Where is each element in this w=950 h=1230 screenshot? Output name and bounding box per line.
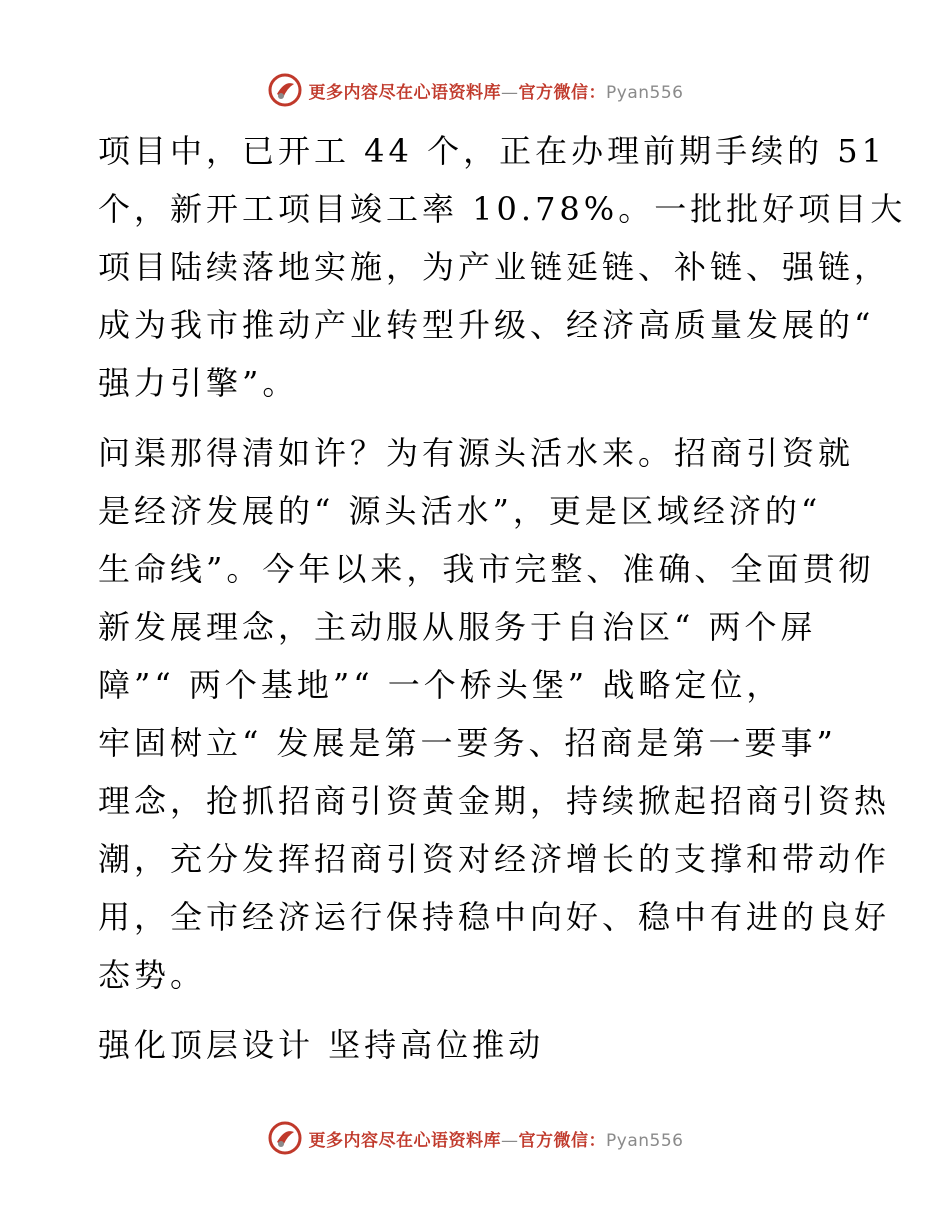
heading-line: 强化顶层设计 坚持高位推动 — [98, 1026, 545, 1064]
document-body — [98, 122, 907, 1074]
section-heading — [98, 1016, 858, 1074]
text-line: 理念，抢抓招商引资黄金期，持续掀起招商引资热 — [98, 782, 891, 820]
text-line: 障”“ 两个基地”“ 一个桥头堡” 战略定位， — [98, 666, 783, 704]
text-line: 生命线”。今年以来，我市完整、准确、全面贯彻 — [98, 550, 875, 588]
text-line: 强力引擎”。 — [98, 364, 299, 402]
text-line: 个，新开工项目竣工率 10.78%。一批批好项目大 — [98, 190, 907, 228]
watermark-text: 更多内容尽在心语资料库—官方微信：Pyan556 — [308, 1130, 684, 1151]
text-line: 态势。 — [98, 956, 207, 994]
paragraph-1 — [98, 122, 907, 412]
text-line: 问渠那得清如许？为有源头活水来。招商引资就 — [98, 434, 855, 472]
text-line: 项目中，已开工 44 个，正在办理前期手续的 51 — [98, 132, 886, 170]
text-line: 潮，充分发挥招商引资对经济增长的支撑和带动作 — [98, 840, 891, 878]
text-line: 成为我市推动产业转型升级、经济高质量发展的“ — [98, 306, 875, 344]
text-line: 是经济发展的“ 源头活水”，更是区域经济的“ — [98, 492, 822, 530]
text-line: 用，全市经济运行保持稳中向好、稳中有进的良好 — [98, 898, 891, 936]
footer-watermark — [0, 1118, 950, 1158]
text-line: 项目陆续落地实施，为产业链延链、补链、强链， — [98, 248, 891, 286]
header-watermark — [0, 70, 950, 110]
text-line: 新发展理念，主动服从服务于自治区“ 两个屏 — [98, 608, 817, 646]
watermark-text: 更多内容尽在心语资料库—官方微信：Pyan556 — [308, 82, 684, 103]
text-line: 牢固树立“ 发展是第一要务、招商是第一要事” — [98, 724, 837, 762]
brand-logo-icon — [267, 1120, 303, 1156]
brand-logo-icon — [267, 72, 303, 108]
paragraph-2 — [98, 424, 891, 1004]
